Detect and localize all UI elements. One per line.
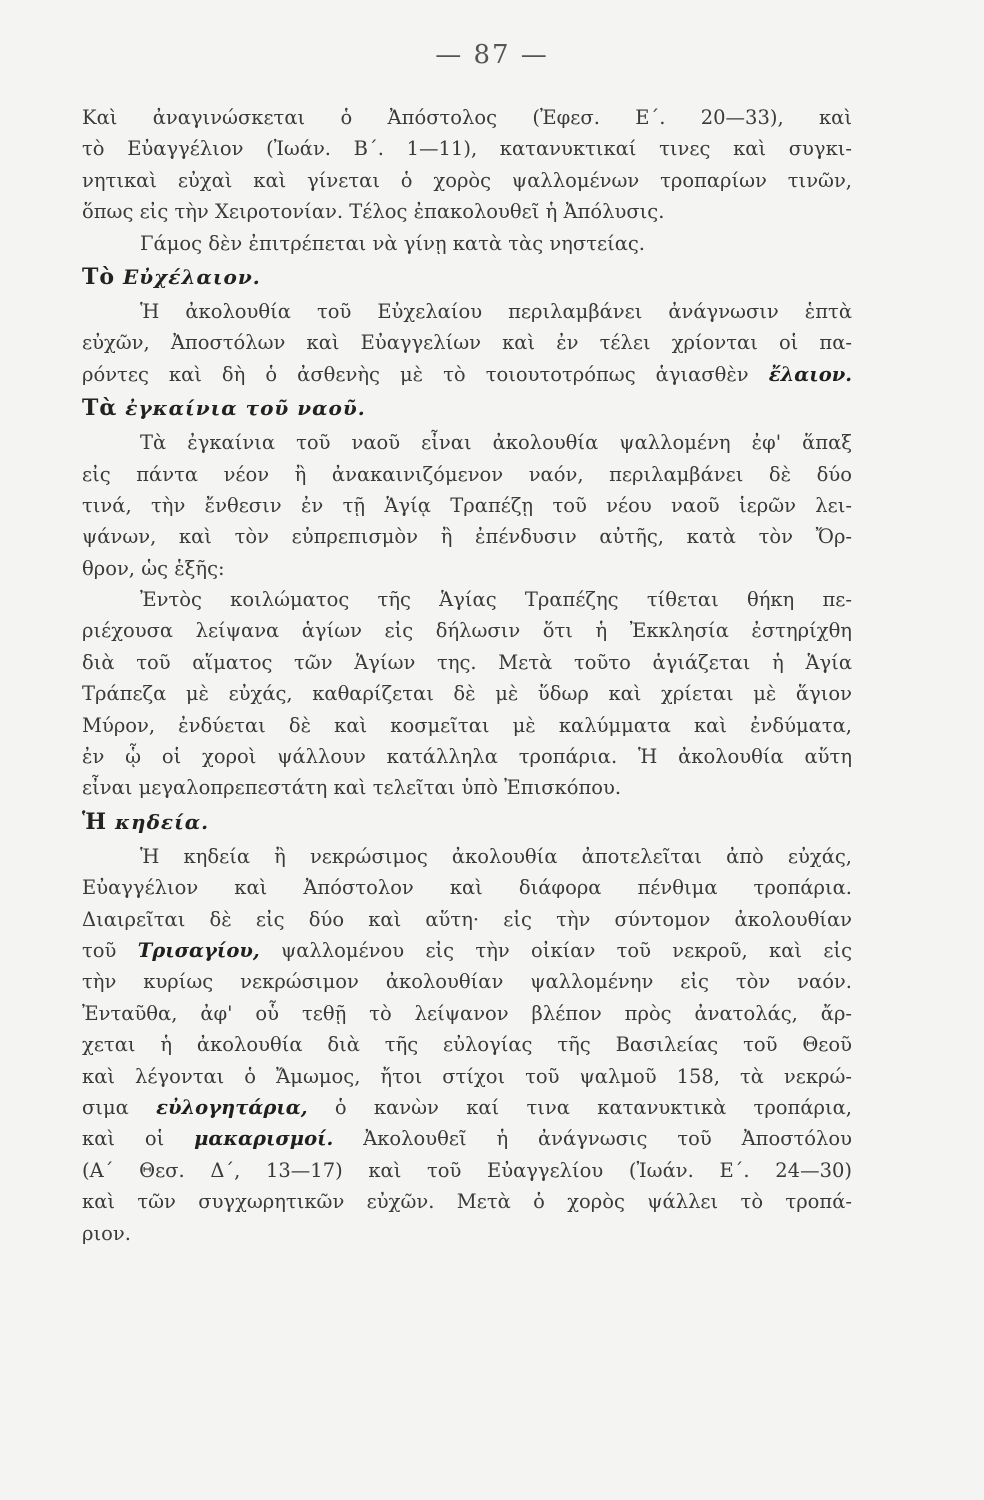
text-line: εὐχῶν, Ἀποστόλων καὶ Εὐαγγελίων καὶ ἐν τέλει χρίονται οἱ πα- [82,331,852,355]
heading-article: Τὸ [82,263,116,290]
line-text: τοῦ [82,938,117,962]
line-text: σιμα [82,1095,129,1119]
section-heading-euchelaion [82,259,852,296]
text-column [82,102,852,1249]
text-line: (Α΄ Θεσ. Δ΄, 13—17) καὶ τοῦ Εὐαγγελίου (Ἰωάν. Ε΄. 24—30) [82,1158,852,1182]
line-text: ὁ κανὼν καί τινα κατανυκτικὰ τροπάρια, [334,1095,853,1119]
text-line: ἐν ᾧ οἱ χοροὶ ψάλλουν κατάλληλα τροπάρια. Ἡ ἀκολουθία αὕτη [82,745,852,769]
paragraph-consecration-detail [82,584,852,804]
text-line: Εὐαγγέλιον καὶ Ἀπόστολον καὶ διάφορα πένθιμα τροπάρια. [82,876,852,900]
section-heading-funeral [82,804,852,841]
heading-title: Εὐχέλαιον. [123,264,261,289]
text-line: ὅπως εἰς τὴν Χειροτονίαν. Τέλος ἐπακολουθεῖ ἡ Ἀπόλυσις. [82,200,665,224]
heading-article: Τὰ [82,395,118,422]
paragraph-consecration-intro [82,427,852,584]
heading-title: ἐγκαίνια τοῦ ναοῦ. [125,396,366,421]
text-line: Διαιρεῖται δὲ εἰς δύο καὶ αὕτη· εἰς τὴν σύντομον ἀκολουθίαν [82,907,852,931]
line-text: Ἀκολουθεῖ ἡ ἀνάγνωσις τοῦ Ἀποστόλου [363,1127,852,1151]
text-line: Μύρον, ἐνδύεται δὲ καὶ κοσμεῖται μὲ καλύμματα καὶ ἐνδύματα, [82,713,852,737]
paragraph-ordination-end [82,102,852,228]
text-line: χεται ἡ ἀκολουθία διὰ τῆς εὐλογίας τῆς Βασιλείας τοῦ Θεοῦ [82,1033,852,1057]
line-text: ψαλλομένου εἰς τὴν οἰκίαν τοῦ νεκροῦ, καὶ εἰς [280,938,853,962]
emphasis-term: ἔλαιον. [768,362,853,386]
page-number: — 87 — [435,40,549,70]
emphasis-term: εὐλογητάρια, [156,1095,308,1119]
paragraph-funeral [82,841,852,1249]
text-line: Τράπεζα μὲ εὐχάς, καθαρίζεται δὲ μὲ ὕδωρ καὶ χρίεται μὲ ἅγιον [82,682,852,706]
text-line [82,1092,852,1123]
text-line [82,935,852,966]
text-line: Ἡ κηδεία ἢ νεκρώσιμος ἀκολουθία ἀποτελεῖται ἀπὸ εὐχάς, [140,844,852,868]
paragraph-euchelaion [82,296,852,390]
section-heading-consecration [82,390,852,427]
text-line: θρον, ὡς ἑξῆς: [82,556,225,580]
text-line: τινά, τὴν ἔνθεσιν ἐν τῇ Ἁγίᾳ Τραπέζῃ τοῦ νέου ναοῦ ἱερῶν λει- [82,493,852,517]
text-line: Ἐνταῦθα, ἀφ' οὗ τεθῇ τὸ λείψανον βλέπον πρὸς ἀνατολάς, ἄρ- [82,1001,852,1025]
text-line: Ἐντὸς κοιλώματος τῆς Ἁγίας Τραπέζης τίθεται θήκη πε- [140,588,852,612]
text-line: διὰ τοῦ αἵματος τῶν Ἁγίων της. Μετὰ τοῦτο ἁγιάζεται ἡ Ἁγία [82,650,852,674]
text-line: ριον. [82,1221,131,1245]
text-line: εἰς πάντα νέον ἢ ἀνακαινιζόμενον ναόν, περιλαμβάνει δὲ δύο [82,462,852,486]
text-line [82,359,852,390]
text-line: τὴν κυρίως νεκρώσιμον ἀκολουθίαν ψαλλομένην εἰς τὸν ναόν. [82,970,852,994]
heading-article: Ἡ [82,808,108,835]
emphasis-term: μακαρισμοί. [194,1127,334,1151]
paragraph-marriage-note: Γάμος δὲν ἐπιτρέπεται νὰ γίνῃ κατὰ τὰς νηστείας. [140,231,646,255]
text-line: εἶναι μεγαλοπρεπεστάτη καὶ τελεῖται ὑπὸ Ἐπισκόπου. [82,776,622,800]
emphasis-term: Τρισαγίου, [137,938,260,962]
text-line: Τὰ ἐγκαίνια τοῦ ναοῦ εἶναι ἀκολουθία ψαλλομένη ἐφ' ἅπαξ [140,431,852,455]
heading-title: κηδεία. [115,809,210,834]
text-line: καὶ λέγονται ὁ Ἄμωμος, ἤτοι στίχοι τοῦ ψαλμοῦ 158, τὰ νεκρώ- [82,1064,852,1088]
line-text: ρόντες καὶ δὴ ὁ ἀσθενὴς μὲ τὸ τοιουτοτρόπως ἁγιασθὲν [82,362,749,386]
text-line: νητικαὶ εὐχαὶ καὶ γίνεται ὁ χορὸς ψαλλομένων τροπαρίων τινῶν, [82,168,852,192]
text-line: ψάνων, καὶ τὸν εὐπρεπισμὸν ἢ ἐπένδυσιν αὐτῆς, κατὰ τὸν Ὄρ- [82,525,852,549]
text-line: ριέχουσα λείψανα ἁγίων εἰς δήλωσιν ὅτι ἡ Ἐκκλησία ἐστηρίχθη [82,619,852,643]
text-line: τὸ Εὐαγγέλιον (Ἰωάν. Β΄. 1—11), κατανυκτικαί τινες καὶ συγκι- [82,137,852,161]
text-line: καὶ τῶν συγχωρητικῶν εὐχῶν. Μετὰ ὁ χορὸς ψάλλει τὸ τροπά- [82,1190,852,1214]
line-text: καὶ οἱ [82,1127,165,1151]
text-line: Ἡ ἀκολουθία τοῦ Εὐχελαίου περιλαμβάνει ἀνάγνωσιν ἑπτὰ [140,299,852,323]
text-line [82,1123,852,1154]
text-line: Καὶ ἀναγινώσκεται ὁ Ἀπόστολος (Ἐφεσ. Ε΄. 20—33), καὶ [82,106,852,129]
